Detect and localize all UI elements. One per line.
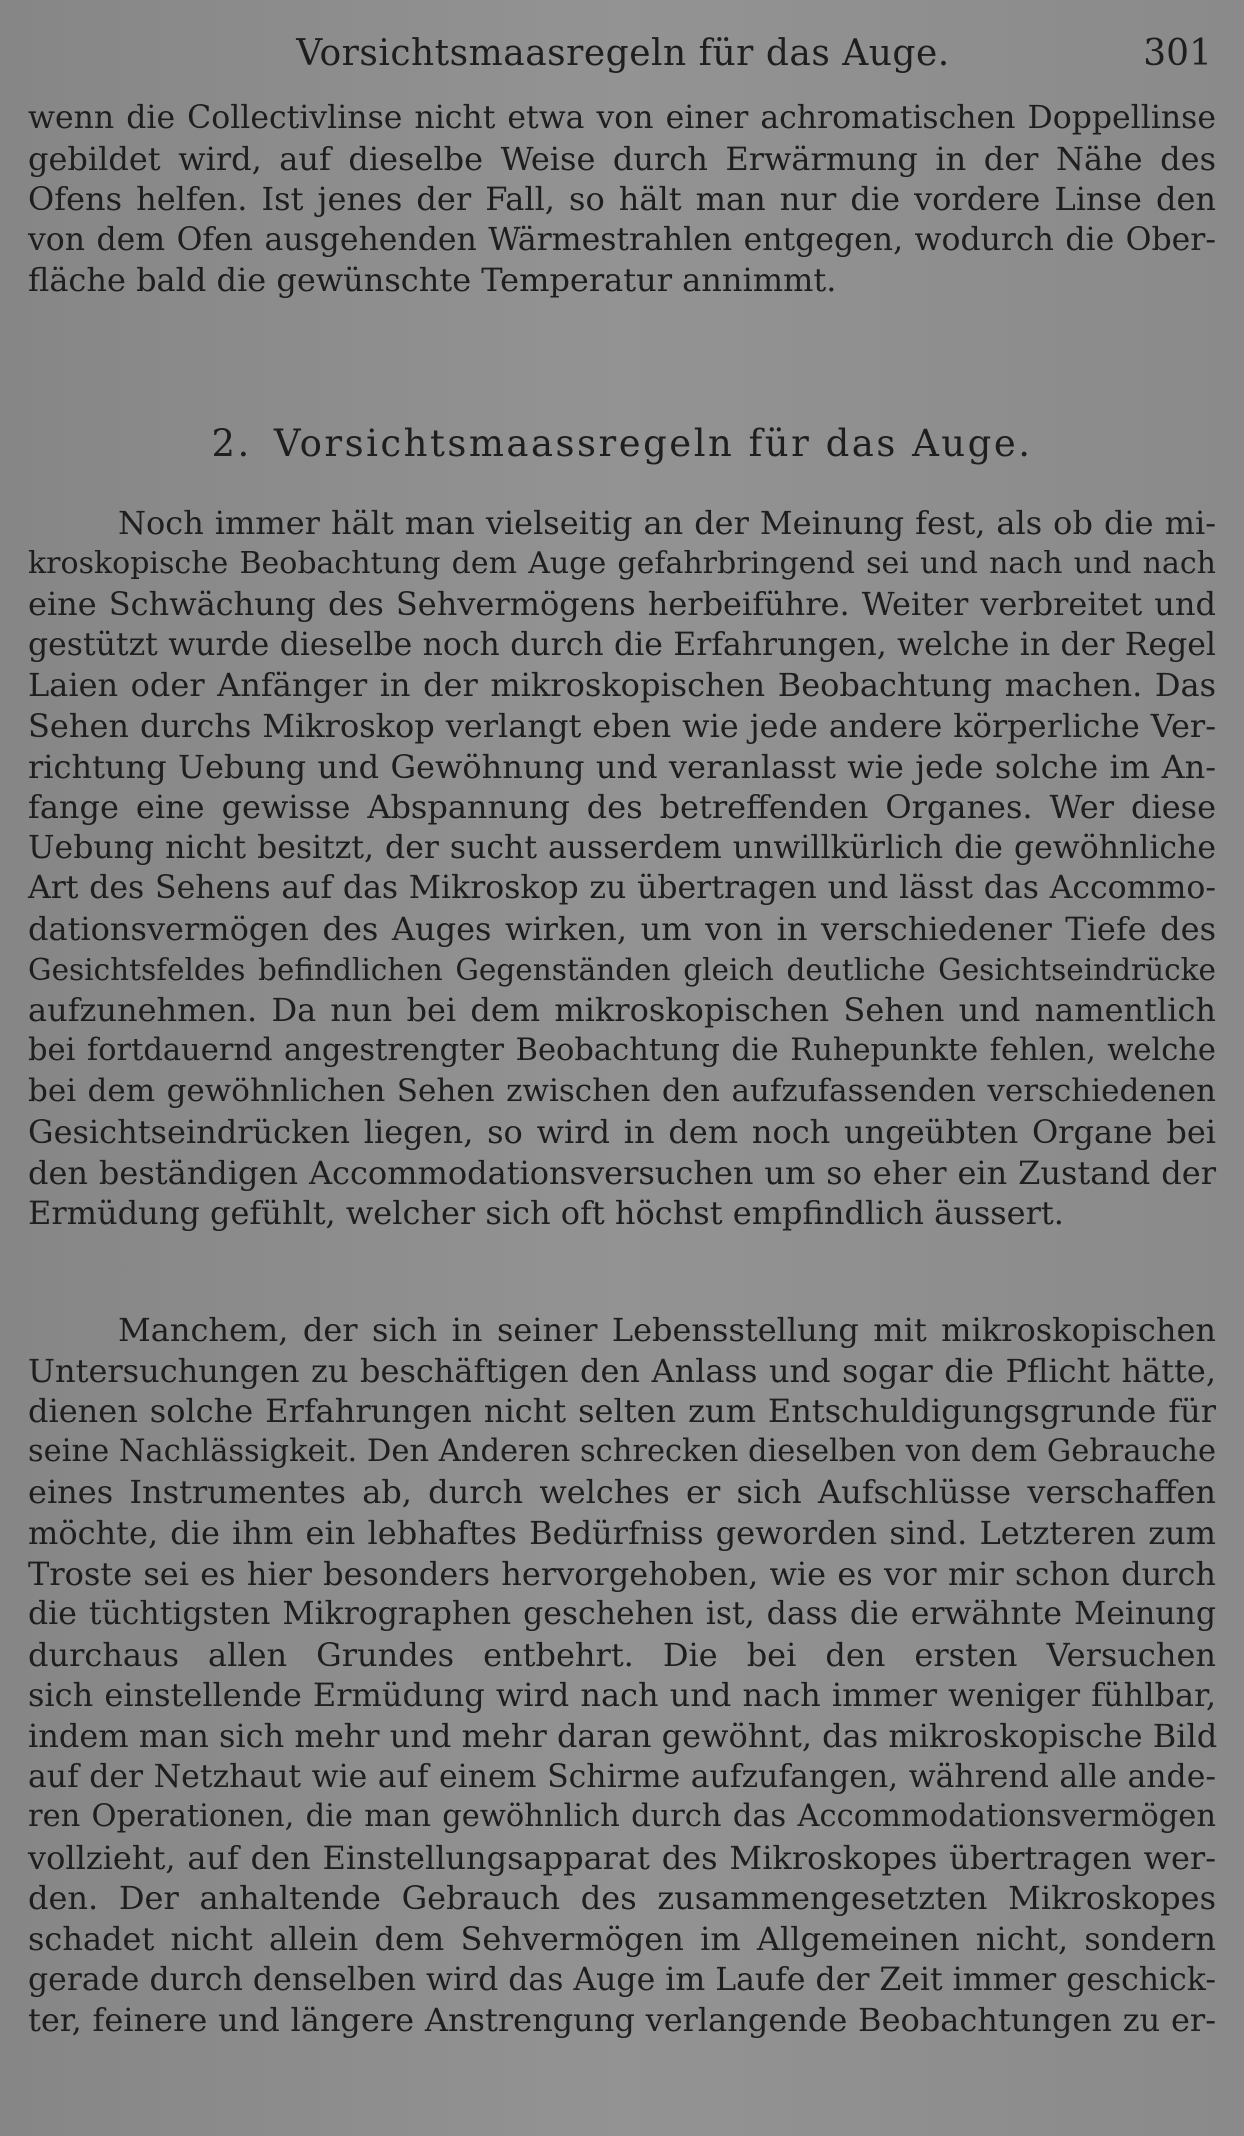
text-line: vollzieht, auf den Einstellungsapparat des Mikroskopes übertragen wer-	[28, 1838, 1216, 1877]
text-line: Noch immer hält man vielseitig an der Meinung fest, als ob die mi-	[118, 504, 1216, 542]
section-heading	[0, 418, 1244, 470]
text-line: ren Operationen, die man gewöhnlich durch das Accommodationsvermögen	[28, 1799, 1216, 1835]
text-line: kroskopische Beobachtung dem Auge gefahrbringend sei und nach und nach	[28, 545, 1216, 581]
text-line: dationsvermögen des Auges wirken, um von in verschiedener Tiefe des	[28, 909, 1216, 948]
text-line: fange eine gewisse Abspannung des betreffenden Organes. Wer diese	[28, 788, 1216, 827]
text-line: eines Instrumentes ab, durch welches er sich Aufschlüsse verschaffen	[28, 1473, 1216, 1512]
text-line: bei dem gewöhnlichen Sehen zwischen den aufzufassenden verschiedenen	[28, 1073, 1216, 1110]
text-line: gebildet wird, auf dieselbe Weise durch Erwärmung in der Nähe des	[28, 139, 1216, 178]
text-line: den. Der anhaltende Gebrauch des zusammengesetzten Mikroskopes	[28, 1879, 1216, 1918]
text-line: Gesichtsfeldes befindlichen Gegenständen gleich deutliche Gesichtseindrücke	[28, 952, 1216, 987]
section-title: Vorsichtsmaassregeln für das Auge.	[273, 422, 1033, 465]
text-line: gerade durch denselben wird das Auge im Laufe der Zeit immer geschick-	[28, 1961, 1216, 1998]
text-line: Laien oder Anfänger in der mikroskopischen Beobachtung machen. Das	[28, 666, 1216, 705]
text-line: durchaus allen Grundes entbehrt. Die bei den ersten Versuchen	[28, 1635, 1216, 1674]
continuation-paragraph	[28, 98, 1216, 301]
text-line: schadet nicht allein dem Sehvermögen im Allgemeinen nicht, sondern	[28, 1919, 1216, 1958]
text-line: Uebung nicht besitzt, der sucht ausserdem unwillkürlich die gewöhnliche	[28, 829, 1216, 866]
text-line: möchte, die ihm ein lebhaftes Bedürfniss geworden sind. Letzteren zum	[28, 1513, 1216, 1552]
text-line: fläche bald die gewünschte Temperatur annimmt.	[28, 261, 837, 300]
text-line: Art des Sehens auf das Mikroskop zu übertragen und lässt das Accommo-	[28, 870, 1216, 907]
body-paragraph-1	[28, 503, 1216, 1234]
text-line: Untersuchungen zu beschäftigen den Anlass und sogar die Pflicht hätte,	[28, 1351, 1216, 1390]
text-line: die tüchtigsten Mikrographen geschehen ist, dass die erwähnte Meinung	[28, 1596, 1216, 1633]
text-line: bei fortdauernd angestrengter Beobachtung die Ruhepunkte fehlen, welche	[28, 1032, 1216, 1068]
page-number: 301	[1143, 33, 1212, 74]
text-line: Sehen durchs Mikroskop verlangt eben wie jede andere körperliche Ver-	[28, 706, 1216, 745]
text-line: Troste sei es hier besonders hervorgehoben, wie es vor mir schon durch	[28, 1554, 1216, 1593]
text-line: den beständigen Accommodationsversuchen um so eher ein Zustand der	[28, 1153, 1216, 1192]
text-line: Manchem, der sich in seiner Lebensstellung mit mikroskopischen	[118, 1311, 1216, 1349]
section-number: 2.	[211, 422, 252, 465]
text-line: indem man sich mehr und mehr daran gewöhnt, das mikroskopische Bild	[28, 1716, 1218, 1755]
running-title: Vorsichtsmaasregeln für das Auge.	[296, 33, 950, 74]
running-head	[28, 30, 1218, 78]
text-line: auf der Netzhaut wie auf einem Schirme aufzufangen, während alle ande-	[28, 1758, 1216, 1795]
text-line: aufzunehmen. Da nun bei dem mikroskopischen Sehen und namentlich	[28, 991, 1216, 1030]
body-paragraph-2	[28, 1310, 1216, 2041]
text-line: dienen solche Erfahrungen nicht selten zum Entschuldigungsgrunde für	[28, 1392, 1216, 1431]
text-line: seine Nachlässigkeit. Den Anderen schrecken dieselben von dem Gebrauche	[28, 1433, 1216, 1469]
text-line: wenn die Collectivlinse nicht etwa von einer achromatischen Doppellinse	[28, 100, 1216, 136]
text-line: Gesichtseindrücken liegen, so wird in dem noch ungeübten Organe bei	[28, 1112, 1216, 1151]
text-line: richtung Uebung und Gewöhnung und veranlasst wie jede solche im An-	[28, 747, 1216, 786]
text-line: gestützt wurde dieselbe noch durch die Erfahrungen, welche in der Regel	[28, 626, 1216, 663]
text-line: sich einstellende Ermüdung wird nach und nach immer weniger fühlbar,	[28, 1676, 1216, 1715]
text-line: eine Schwächung des Sehvermögens herbeiführe. Weiter verbreitet und	[28, 585, 1216, 624]
text-line: Ofens helfen. Ist jenes der Fall, so hält man nur die vordere Linse den	[28, 180, 1216, 219]
text-line: Ermüdung gefühlt, welcher sich oft höchst empfindlich äussert.	[28, 1194, 1064, 1233]
text-line: von dem Ofen ausgehenden Wärmestrahlen entgegen, wodurch die Ober-	[28, 221, 1216, 258]
text-line: ter, feinere und längere Anstrengung verlangende Beobachtungen zu er-	[28, 2001, 1216, 2040]
